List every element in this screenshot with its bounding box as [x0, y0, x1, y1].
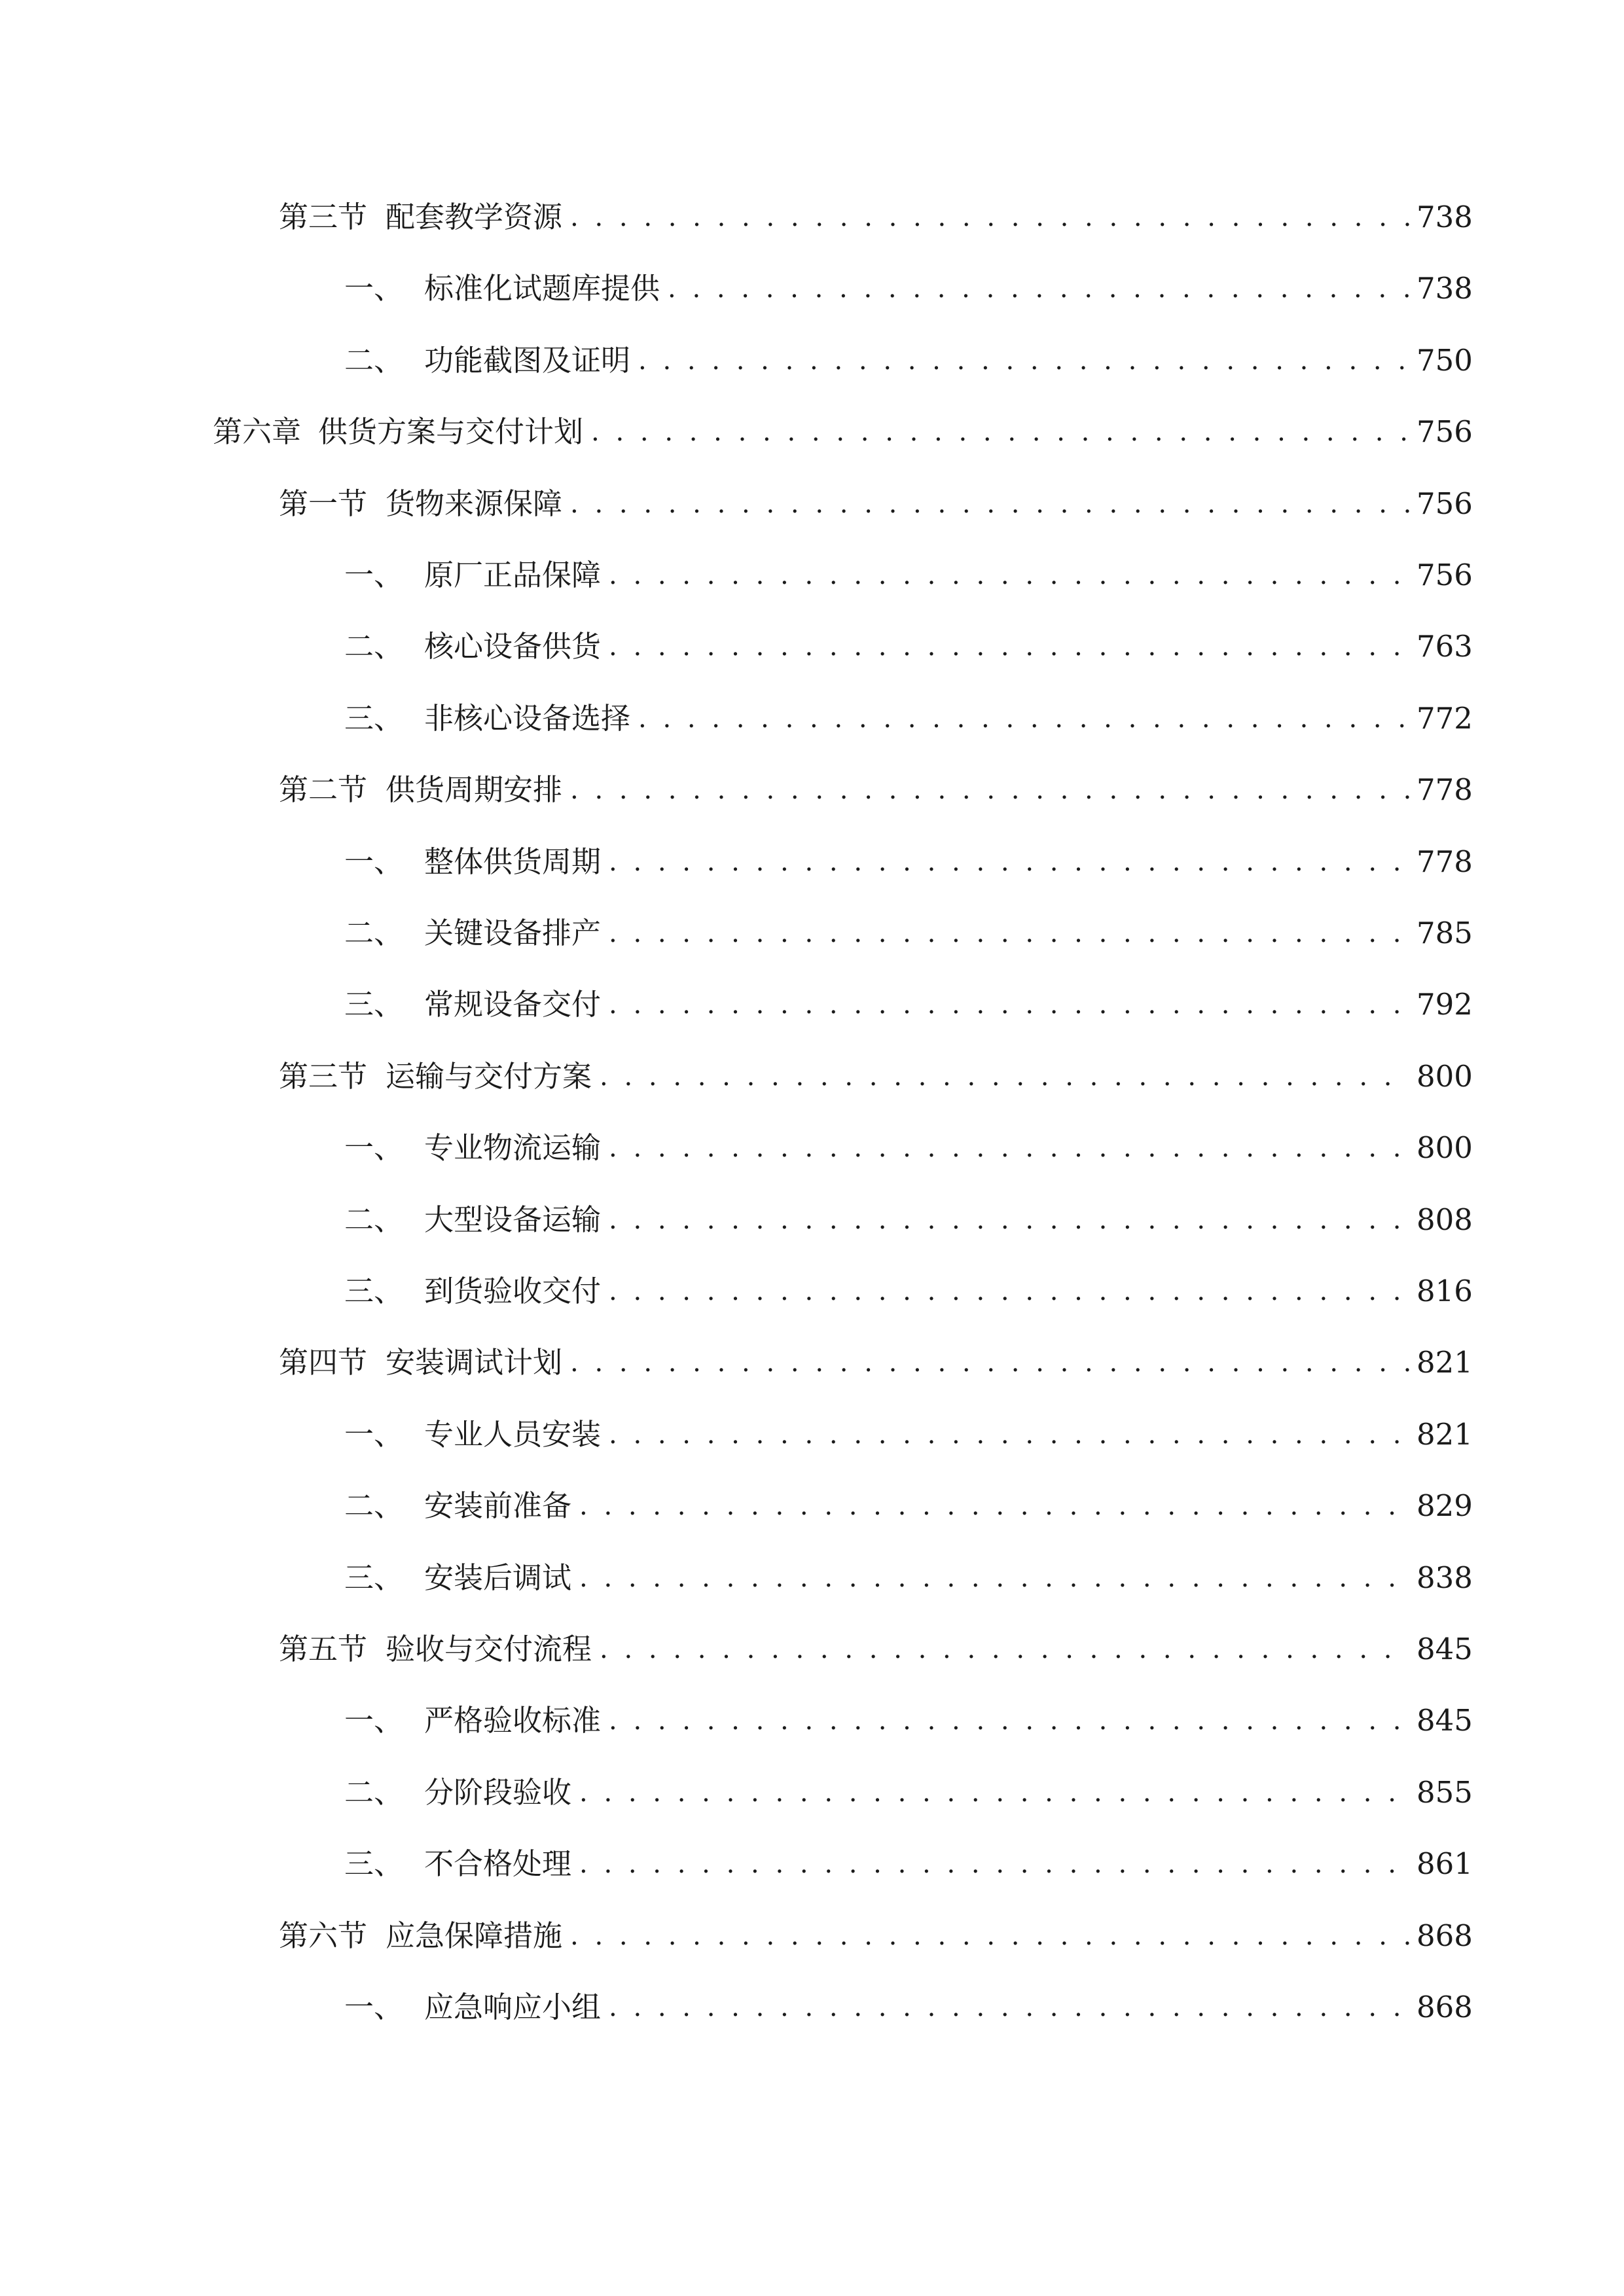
toc-entry-item[interactable] [344, 1268, 1473, 1314]
toc-entry-title: 专业人员安装 [424, 1417, 602, 1452]
toc-entry-number: 一、 [344, 844, 404, 879]
toc-entry-number: 一、 [344, 271, 404, 306]
toc-entry-page-number: 800 [1416, 1059, 1473, 1094]
toc-entry-number: 二、 [344, 343, 404, 378]
dot-leader [579, 1841, 1410, 1887]
toc-entry-section[interactable] [279, 1626, 1473, 1672]
dot-leader [570, 481, 1410, 527]
toc-entry-number: 一、 [344, 1417, 404, 1452]
dot-leader [579, 1555, 1410, 1601]
toc-entry-title: 到货验收交付 [424, 1274, 602, 1308]
toc-entry-title: 功能截图及证明 [424, 343, 631, 378]
toc-entry-number: 三、 [344, 1560, 404, 1595]
toc-entry-title: 非核心设备选择 [424, 701, 631, 736]
dot-leader [591, 409, 1410, 455]
toc-entry-item[interactable] [344, 1984, 1473, 2030]
dot-leader [609, 1197, 1410, 1243]
toc-entry-item[interactable] [344, 910, 1473, 956]
toc-entry-number: 三、 [344, 987, 404, 1022]
dot-leader [638, 338, 1410, 384]
toc-entry-title: 安装前准备 [424, 1488, 572, 1523]
toc-entry-item[interactable] [344, 839, 1473, 885]
toc-entry-chapter[interactable] [213, 409, 1473, 455]
toc-entry-item[interactable] [344, 338, 1473, 384]
toc-entry-page-number: 763 [1416, 629, 1473, 664]
toc-entry-number: 第四节 [279, 1345, 368, 1380]
dot-leader [609, 1125, 1410, 1171]
toc-entry-number: 二、 [344, 1488, 404, 1523]
toc-entry-item[interactable] [344, 624, 1473, 670]
toc-entry-title: 专业物流运输 [424, 1130, 602, 1165]
toc-entry-page-number: 808 [1416, 1202, 1473, 1237]
toc-entry-title: 核心设备供货 [424, 629, 602, 664]
toc-entry-page-number: 792 [1416, 987, 1473, 1022]
toc-entry-number: 三、 [344, 1274, 404, 1308]
toc-entry-title: 安装调试计划 [386, 1345, 563, 1380]
toc-entry-section[interactable] [279, 1913, 1473, 1959]
dot-leader [609, 1268, 1410, 1314]
toc-entry-item[interactable] [344, 1412, 1473, 1458]
toc-entry-title: 配套教学资源 [386, 200, 563, 234]
toc-entry-title: 标准化试题库提供 [424, 271, 660, 306]
toc-entry-page-number: 756 [1416, 486, 1473, 521]
toc-entry-number: 三、 [344, 701, 404, 736]
toc-entry-page-number: 829 [1416, 1488, 1473, 1523]
toc-entry-title: 运输与交付方案 [386, 1059, 592, 1094]
toc-entry-section[interactable] [279, 767, 1473, 813]
toc-entry-title: 应急保障措施 [386, 1918, 563, 1953]
toc-entry-title: 严格验收标准 [424, 1703, 602, 1738]
toc-entry-number: 第五节 [279, 1632, 368, 1666]
toc-entry-title: 供货周期安排 [386, 772, 563, 807]
toc-entry-section[interactable] [279, 194, 1473, 240]
toc-entry-page-number: 816 [1416, 1274, 1473, 1308]
toc-entry-page-number: 868 [1416, 1990, 1473, 2024]
dot-leader [579, 1483, 1410, 1529]
toc-entry-number: 二、 [344, 916, 404, 950]
dot-leader [609, 982, 1410, 1028]
toc-entry-title: 关键设备排产 [424, 916, 602, 950]
toc-entry-title: 货物来源保障 [386, 486, 563, 521]
toc-entry-section[interactable] [279, 481, 1473, 527]
toc-entry-item[interactable] [344, 696, 1473, 742]
toc-entry-page-number: 821 [1416, 1417, 1473, 1452]
toc-entry-number: 一、 [344, 558, 404, 592]
toc-entry-title: 常规设备交付 [424, 987, 602, 1022]
toc-entry-item[interactable] [344, 982, 1473, 1028]
dot-leader [609, 910, 1410, 956]
toc-entry-title: 分阶段验收 [424, 1775, 572, 1810]
toc-entry-title: 不合格处理 [424, 1846, 572, 1881]
toc-entry-page-number: 855 [1416, 1775, 1473, 1810]
toc-entry-number: 第二节 [279, 772, 368, 807]
toc-entry-number: 第三节 [279, 1059, 368, 1094]
toc-entry-number: 一、 [344, 1703, 404, 1738]
toc-entry-item[interactable] [344, 1555, 1473, 1601]
toc-entry-page-number: 821 [1416, 1345, 1473, 1380]
dot-leader [668, 266, 1410, 312]
toc-entry-title: 安装后调试 [424, 1560, 572, 1595]
toc-entry-item[interactable] [344, 1197, 1473, 1243]
toc-entry-title: 原厂正品保障 [424, 558, 602, 592]
toc-entry-item[interactable] [344, 1698, 1473, 1744]
toc-entry-title: 验收与交付流程 [386, 1632, 592, 1666]
toc-entry-item[interactable] [344, 1770, 1473, 1816]
toc-entry-page-number: 800 [1416, 1130, 1473, 1165]
toc-entry-title: 整体供货周期 [424, 844, 602, 879]
toc-entry-page-number: 738 [1416, 271, 1473, 306]
dot-leader [638, 696, 1410, 742]
toc-entry-page-number: 861 [1416, 1846, 1473, 1881]
toc-entry-page-number: 756 [1416, 558, 1473, 592]
dot-leader [609, 552, 1410, 598]
toc-entry-number: 三、 [344, 1846, 404, 1881]
dot-leader [600, 1626, 1410, 1672]
toc-entry-page-number: 838 [1416, 1560, 1473, 1595]
toc-entry-number: 一、 [344, 1990, 404, 2024]
dot-leader [570, 1340, 1410, 1386]
dot-leader [609, 1984, 1410, 2030]
toc-entry-item[interactable] [344, 1841, 1473, 1887]
toc-entry-page-number: 750 [1416, 343, 1473, 378]
dot-leader [609, 624, 1410, 670]
dot-leader [600, 1054, 1410, 1100]
toc-entry-section[interactable] [279, 1054, 1473, 1100]
toc-entry-page-number: 868 [1416, 1918, 1473, 1953]
toc-entry-page-number: 756 [1416, 414, 1473, 449]
toc-entry-title: 应急响应小组 [424, 1990, 602, 2024]
toc-entry-title: 大型设备运输 [424, 1202, 602, 1237]
toc-entry-number: 一、 [344, 1130, 404, 1165]
toc-entry-number: 二、 [344, 629, 404, 664]
toc-entry-page-number: 778 [1416, 844, 1473, 879]
toc-entry-page-number: 778 [1416, 772, 1473, 807]
dot-leader [570, 194, 1410, 240]
toc-entry-item[interactable] [344, 266, 1473, 312]
toc-entry-page-number: 738 [1416, 200, 1473, 234]
toc-entry-item[interactable] [344, 552, 1473, 598]
toc-entry-number: 第六节 [279, 1918, 368, 1953]
toc-entry-page-number: 772 [1416, 701, 1473, 736]
toc-entry-title: 供货方案与交付计划 [318, 414, 584, 449]
toc-entry-number: 第三节 [279, 200, 368, 234]
toc-entry-page-number: 845 [1416, 1632, 1473, 1666]
dot-leader [609, 1698, 1410, 1744]
toc-entry-page-number: 845 [1416, 1703, 1473, 1738]
toc-entry-number: 第六章 [213, 414, 302, 449]
dot-leader [609, 1412, 1410, 1458]
toc-entry-item[interactable] [344, 1483, 1473, 1529]
toc-entry-item[interactable] [344, 1125, 1473, 1171]
toc-entry-number: 二、 [344, 1202, 404, 1237]
toc-entry-number: 二、 [344, 1775, 404, 1810]
toc-entry-page-number: 785 [1416, 916, 1473, 950]
dot-leader [570, 767, 1410, 813]
toc-entry-number: 第一节 [279, 486, 368, 521]
dot-leader [570, 1913, 1410, 1959]
dot-leader [579, 1770, 1410, 1816]
dot-leader [609, 839, 1410, 885]
toc-entry-section[interactable] [279, 1340, 1473, 1386]
